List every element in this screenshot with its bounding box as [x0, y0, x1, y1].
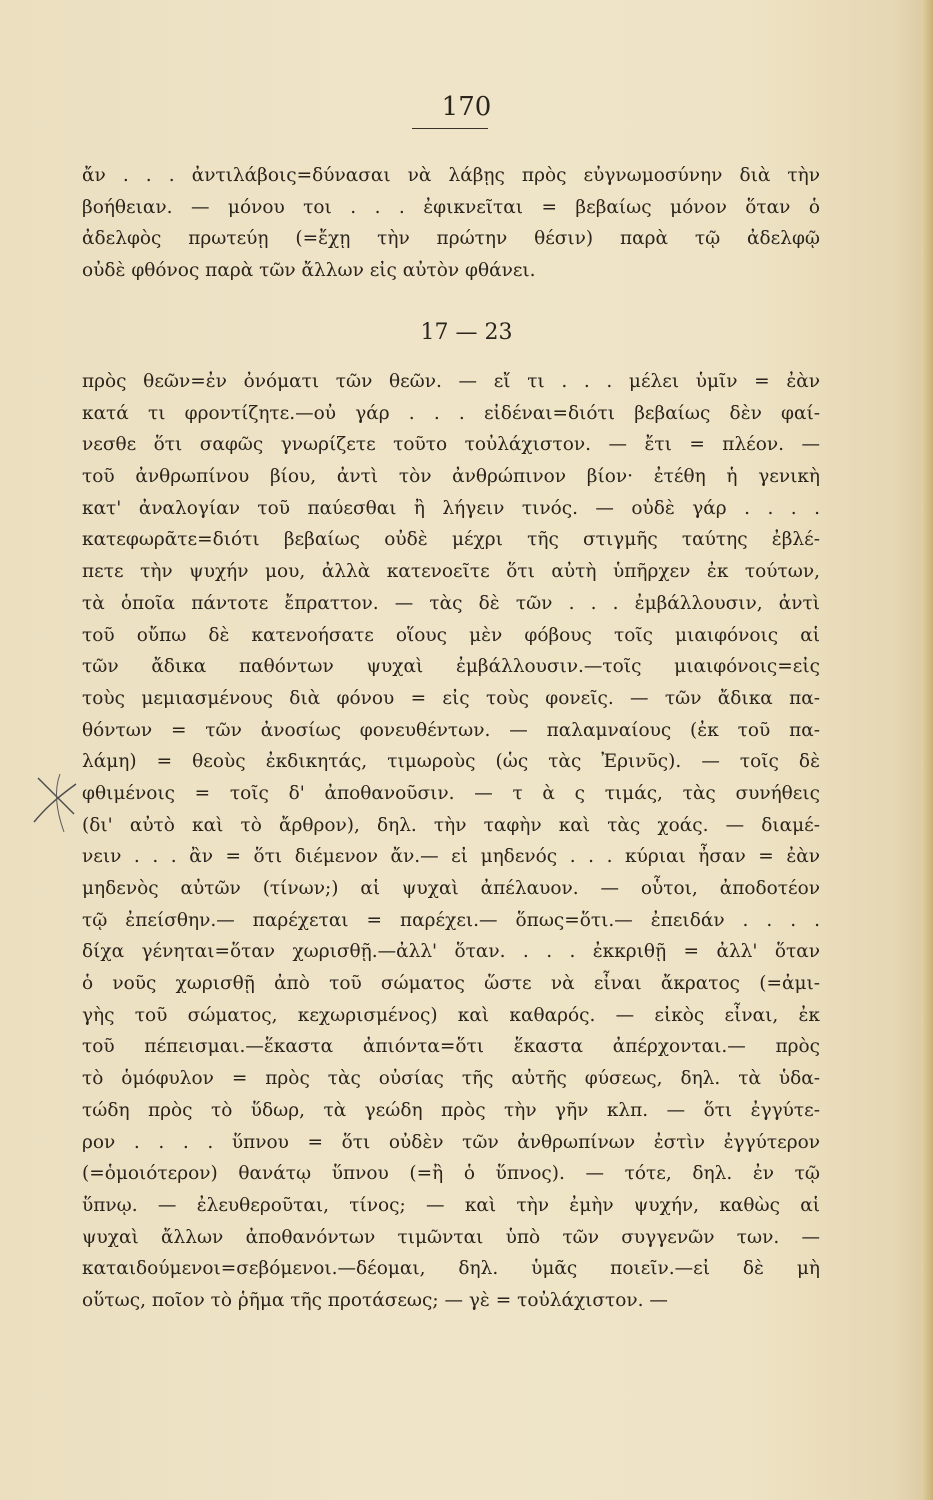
text-line: φθιμένοις = τοῖς δ' ἀποθανοῦσιν. — τ ὰ ς τιμάς, τὰς συνήθεις	[82, 782, 820, 804]
text-line: (δι' αὐτὸ καὶ τὸ ἄρθρον), δηλ. τὴν ταφὴν καὶ τὰς χοάς. — διαμέ-	[82, 814, 820, 836]
text-line: δίχα γένηται=ὅταν χωρισθῇ.—ἀλλ' ὅταν. . . . ἐκκριθῇ = ἀλλ' ὅταν	[82, 941, 820, 963]
text-line: ἀδελφὸς πρωτεύῃ (=ἔχῃ τὴν πρώτην θέσιν) παρὰ τῷ ἀδελφῷ	[82, 228, 820, 250]
text-line: βοήθειαν. — μόνου τοι . . . ἐφικνεῖται = βεβαίως μόνον ὅταν ὁ	[82, 196, 820, 218]
paragraph-main	[82, 366, 820, 1317]
text-line: πρὸς θεῶν=ἐν ὀνόματι τῶν θεῶν. — εἴ τι . . . μέλει ὑμῖν = ἐὰν	[82, 371, 820, 392]
text-line: οὕτως, ποῖον τὸ ῥῆμα τῆς προτάσεως; — γὲ = τοὐλάχιστον. —	[82, 1289, 668, 1311]
text-line: τῷ ἐπείσθην.— παρέχεται = παρέχει.— ὅπως=ὅτι.— ἐπειδάν . . . .	[82, 909, 820, 931]
text-line: τοὺς μεμιασμένους διὰ φόνου = εἰς τοὺς φονεῖς. — τῶν ἄδικα πα-	[82, 687, 820, 709]
text-line: ρον . . . . ὕπνου = ὅτι οὐδὲν τῶν ἀνθρωπίνων ἐστὶν ἐγγύτερον	[82, 1131, 820, 1153]
page-number-underline	[412, 128, 488, 129]
text-line: τοῦ ἀνθρωπίνου βίου, ἀντὶ τὸν ἀνθρώπινον βίον· ἐτέθη ἡ γενικὴ	[82, 466, 820, 488]
text-line: κατά τι φροντίζητε.—οὐ γάρ . . . εἰδέναι=διότι βεβαίως δὲν φαί-	[82, 402, 820, 424]
text-line: μηδενὸς αὐτῶν (τίνων;) αἱ ψυχαὶ ἀπέλαυον. — οὗτοι, ἀποδοτέον	[82, 878, 820, 899]
text-line: γὴς τοῦ σώματος, κεχωρισμένος) καὶ καθαρός. — εἰκὸς εἶναι, ἐκ	[82, 1004, 820, 1026]
text-line: τοῦ πέπεισμαι.—ἕκαστα ἀπιόντα=ὅτι ἕκαστα ἀπέρχονται.— πρὸς	[82, 1036, 820, 1058]
section-heading: 17 — 23	[420, 320, 513, 345]
text-line: τοῦ οὔπω δὲ κατενοήσατε οἵους μὲν φόβους τοῖς μιαιφόνοις αἱ	[82, 624, 820, 646]
text-line: νειν . . . ἂν = ὅτι διέμενον ἄν.— εἰ μηδενός . . . κύριαι ἦσαν = ἐὰν	[82, 846, 820, 868]
text-line: ὁ νοῦς χωρισθῇ ἀπὸ τοῦ σώματος ὥστε νὰ εἶναι ἄκρατος (=ἀμι-	[82, 973, 820, 995]
text-line: νεσθε ὅτι σαφῶς γνωρίζετε τοῦτο τοὐλάχιστον. — ἔτι = πλέον. —	[82, 434, 820, 456]
text-line: τὰ ὁποῖα πάντοτε ἔπραττον. — τὰς δὲ τῶν . . . ἐμβάλλουσιν, ἀντὶ	[82, 592, 820, 614]
page-number: 170	[441, 92, 492, 122]
text-line: (=ὁμοιότερον) θανάτῳ ὕπνου (=ἢ ὁ ὕπνος). — τότε, δηλ. ἐν τῷ	[82, 1163, 820, 1185]
text-line: καταιδούμενοι=σεβόμενοι.—δέομαι, δηλ. ὑμᾶς ποιεῖν.—εἰ δὲ μὴ	[82, 1258, 820, 1280]
handwritten-margin-mark-icon	[30, 770, 90, 840]
paragraph-top	[82, 160, 820, 287]
text-line: ἄν . . . ἀντιλάβοις=δύνασαι νὰ λάβῃς πρὸς εὐγνωμοσύνην διὰ τὴν	[82, 165, 820, 186]
text-line: τώδη πρὸς τὸ ὕδωρ, τὰ γεώδη πρὸς τὴν γῆν κλπ. — ὅτι ἐγγύτε-	[82, 1099, 820, 1121]
text-line: λάμη) = θεοὺς ἐκδικητάς, τιμωροὺς (ὡς τὰς Ἐρινῦς). — τοῖς δὲ	[82, 751, 820, 773]
text-line: ὕπνῳ. — ἐλευθεροῦται, τίνος; — καὶ τὴν ἐμὴν ψυχήν, καθὼς αἱ	[82, 1194, 820, 1216]
text-line: ψυχαὶ ἄλλων ἀποθανόντων τιμῶνται ὑπὸ τῶν συγγενῶν των. —	[82, 1226, 820, 1248]
text-line: πετε τὴν ψυχήν μου, ἀλλὰ κατενοεῖτε ὅτι αὐτὴ ὑπῆρχεν ἐκ τούτων,	[82, 561, 820, 583]
text-line: οὐδὲ φθόνος παρὰ τῶν ἄλλων εἰς αὐτὸν φθάνει.	[82, 260, 536, 282]
text-line: κατ' ἀναλογίαν τοῦ παύεσθαι ἢ λήγειν τινός. — οὐδὲ γάρ . . . .	[82, 497, 820, 519]
text-line: τὸ ὁμόφυλον = πρὸς τὰς οὐσίας τῆς αὐτῆς φύσεως, δηλ. τὰ ὑδα-	[82, 1068, 820, 1090]
text-line: τῶν ἄδικα παθόντων ψυχαὶ ἐμβάλλουσιν.—τοῖς μιαιφόνοις=εἰς	[82, 656, 820, 678]
text-line: θόντων = τῶν ἀνοσίως φονευθέντων. — παλαμναίους (ἐκ τοῦ πα-	[82, 719, 820, 741]
text-line: κατεφωρᾶτε=διότι βεβαίως οὐδὲ μέχρι τῆς στιγμῆς ταύτης ἐβλέ-	[82, 529, 820, 551]
page-edge	[921, 0, 933, 1500]
